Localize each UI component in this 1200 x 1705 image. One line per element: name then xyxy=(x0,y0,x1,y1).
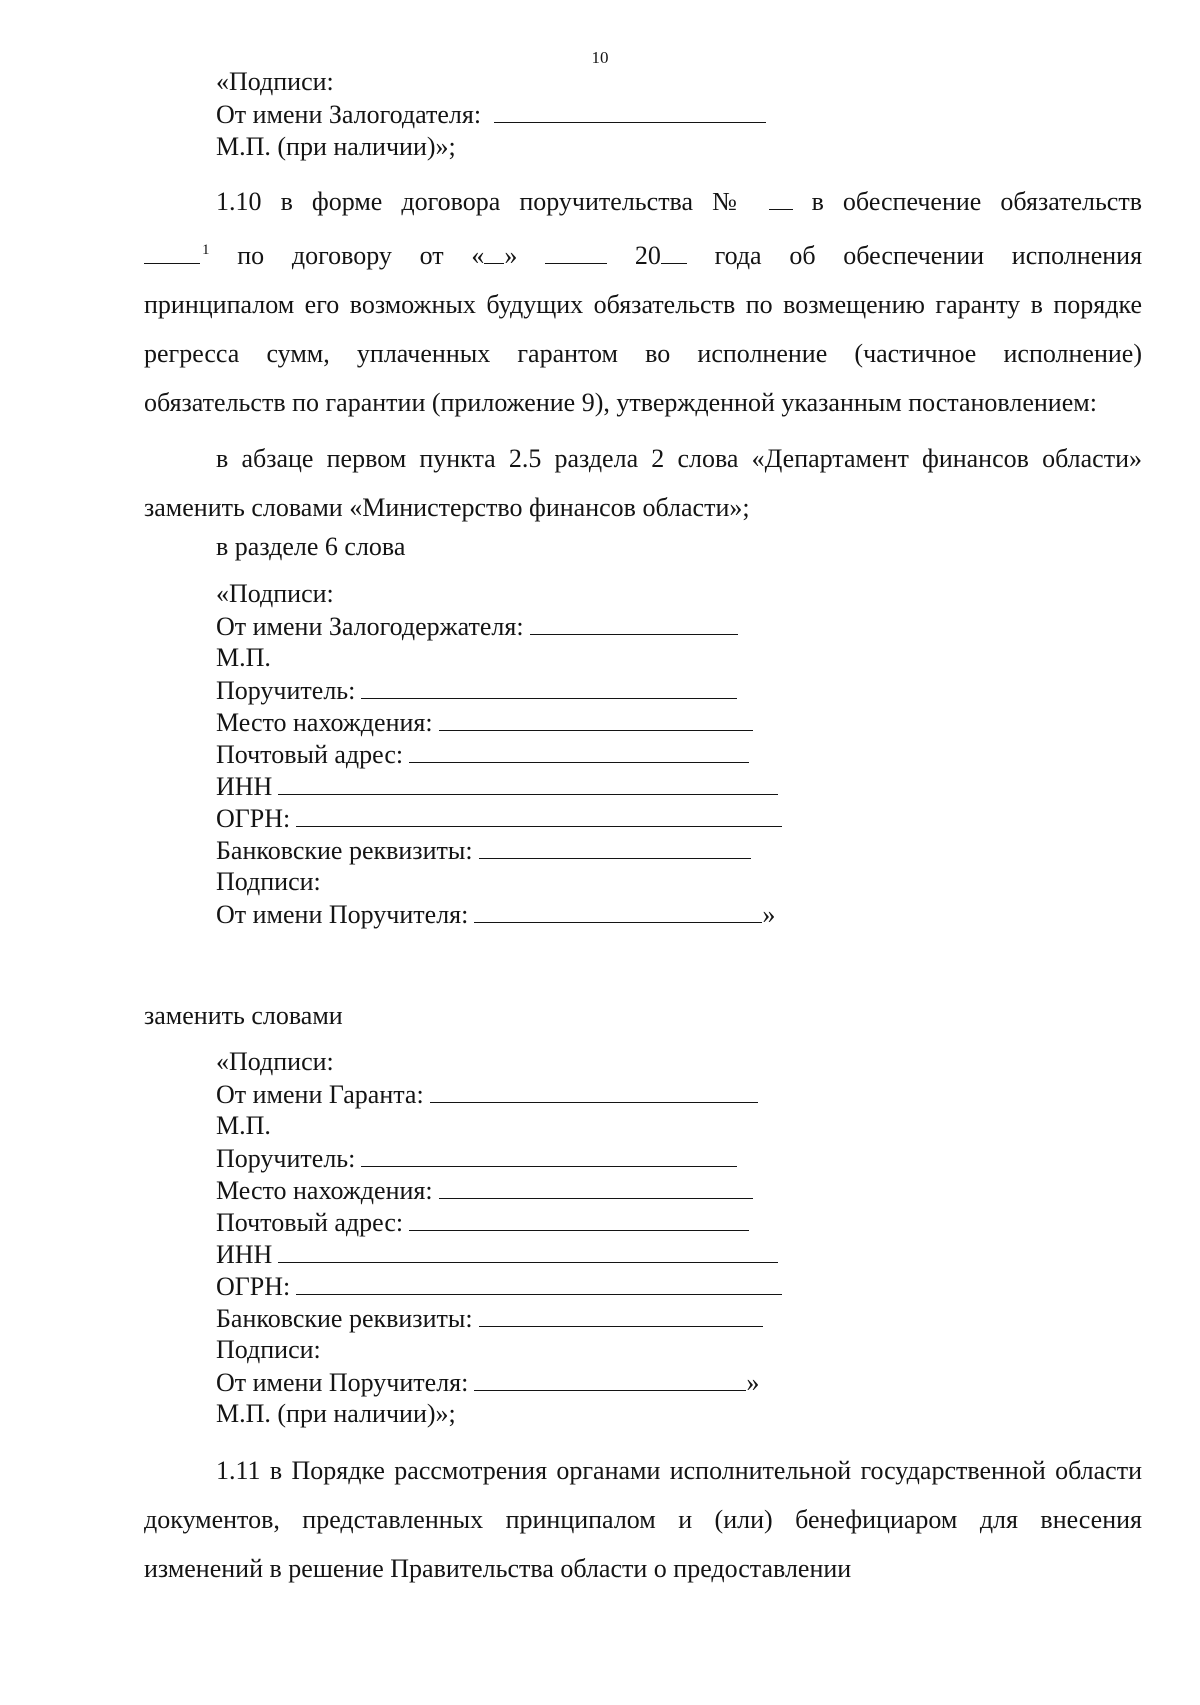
paragraph-1-11: 1.11 в Порядке рассмотрения органами исполнительной государственной области документов, представленных принципалом и (или) бенефициаром для внесения изменений в решение Правительства области о предоставлении xyxy=(144,1456,1142,1583)
paragraph-1-10 xyxy=(144,177,1142,427)
block2-seal: М.П. xyxy=(216,643,271,672)
block2-inn-line: ИНН xyxy=(216,770,778,803)
paragraph-abzac: в абзаце первом пункта 2.5 раздела 2 слова «Департамент финансов области» заменить словами «Министерство финансов области»; xyxy=(144,444,1142,522)
paragraph-1-10-rest: принципалом его возможных будущих обязательств по возмещению гаранту в порядке регресса сумм, уплаченных гарантом во исполнение (частичное исполнение) обязательств по гарантии (приложение 9), утвержденной указанным постановлением: xyxy=(144,290,1142,417)
block3-inn-line: ИНН xyxy=(216,1238,778,1271)
block2-pledgee-line: От имени Залогодержателя: xyxy=(216,610,738,643)
block3-signatures-heading: «Подписи: xyxy=(216,1047,334,1076)
pledgor-label: От имени Залогодателя: xyxy=(216,100,482,129)
pledgor-signature-line xyxy=(216,98,766,131)
signature-blank xyxy=(494,98,766,123)
paragraph-razdel-6: в разделе 6 слова xyxy=(216,532,406,561)
block3-location-line: Место нахождения: xyxy=(216,1174,753,1207)
block2-subheading: Подписи: xyxy=(216,867,321,896)
seal-note: М.П. (при наличии)»; xyxy=(216,132,456,161)
block3-seal: М.П. xyxy=(216,1111,271,1140)
paragraph-replace: заменить словами xyxy=(144,1001,343,1030)
block2-signatures-heading: «Подписи: xyxy=(216,579,334,608)
block3-surety-signature-line: От имени Поручителя: » xyxy=(216,1368,760,1397)
block2-bank-line: Банковские реквизиты: xyxy=(216,834,751,867)
block2-guarantor-line: Поручитель: xyxy=(216,674,737,707)
paragraph-1-10-line-1: 1.10 в форме договора поручительства № в обеспечение обязательств xyxy=(216,187,1142,216)
block3-subheading: Подписи: xyxy=(216,1335,321,1364)
signatures-heading: «Подписи: xyxy=(216,67,334,96)
block3-bank-line: Банковские реквизиты: xyxy=(216,1302,763,1335)
block3-seal-note: М.П. (при наличии)»; xyxy=(216,1399,456,1428)
block2-postal-line: Почтовый адрес: xyxy=(216,738,749,771)
block2-guarantor-signature-line: От имени Поручителя: » xyxy=(216,900,776,929)
block3-guarantor-bank-line: От имени Гаранта: xyxy=(216,1078,758,1111)
footnote-marker: 1 xyxy=(202,242,210,258)
paragraph-1-10-line-2: $^1$ по договору от « » 20 года об обеспечении исполнения xyxy=(144,226,1142,280)
page-number: 10 xyxy=(591,48,609,67)
block2-location-line: Место нахождения: xyxy=(216,706,753,739)
block3-surety-line: Поручитель: xyxy=(216,1142,737,1175)
block2-ogrn-line: ОГРН: xyxy=(216,802,782,835)
block3-postal-line: Почтовый адрес: xyxy=(216,1206,749,1239)
block3-ogrn-line: ОГРН: xyxy=(216,1270,782,1303)
